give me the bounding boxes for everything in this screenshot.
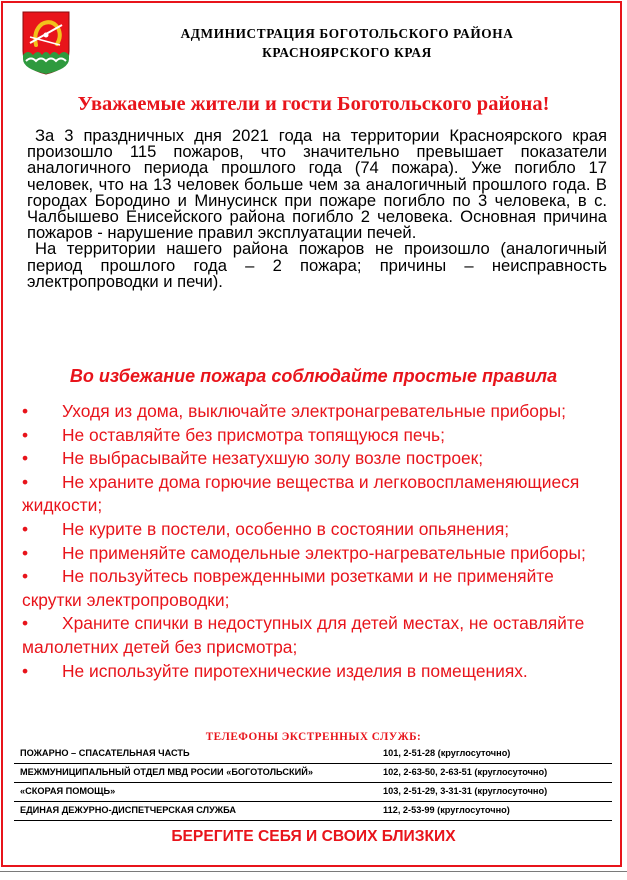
administration-header — [112, 24, 582, 62]
page-title: Уважаемые жители и гости Боготольского района! — [77, 93, 550, 115]
district-coat-of-arms-icon — [22, 11, 70, 75]
bullet-icon: • — [22, 424, 29, 445]
rule-text: Не используйте пиротехнические изделия в помещениях. — [62, 660, 528, 681]
emergency-phones-heading: ТЕЛЕФОНЫ ЭКСТРЕННЫХ СЛУЖБ: — [205, 731, 422, 743]
list-item — [22, 612, 607, 659]
rule-text: Не выбрасывайте незатухшую золу возле построек; — [62, 448, 484, 469]
table-row — [14, 802, 612, 821]
bullet-icon: • — [22, 566, 29, 587]
rule-text: Не оставляйте без присмотра топящуюся печь; — [62, 424, 445, 445]
service-numbers: 112, 2-53-99 (круглосуточно) — [383, 805, 510, 815]
rule-text: Не курите в постели, особенно в состоянии опьянения; — [62, 518, 510, 539]
body-paragraph-2: На территории нашего района пожаров не произошло (аналогичный период прошлого года – 2 пожара; причины – неисправность электропроводки и печи). — [27, 239, 607, 291]
header-line-1: АДМИНИСТРАЦИЯ БОГОТОЛЬСКОГО РАЙОНА — [180, 26, 514, 41]
footer-slogan: БЕРЕГИТЕ СЕБЯ И СВОИХ БЛИЗКИХ — [171, 828, 456, 845]
page-bottom-divider — [0, 871, 627, 872]
bullet-icon: • — [22, 401, 29, 421]
bullet-icon: • — [22, 518, 29, 539]
list-item — [22, 660, 607, 684]
list-item — [22, 518, 607, 542]
bullet-icon: • — [22, 660, 29, 681]
fire-safety-rules-list — [22, 400, 607, 683]
service-numbers: 102, 2-63-50, 2-63-51 (круглосуточно) — [383, 767, 548, 777]
table-row — [14, 745, 612, 764]
table-row — [14, 783, 612, 802]
list-item — [22, 542, 607, 566]
table-row — [14, 764, 612, 783]
rules-heading: Во избежание пожара соблюдайте простые правила — [69, 366, 558, 386]
list-item — [22, 565, 607, 612]
announcement-body — [27, 128, 607, 290]
rule-text: Не применяйте самодельные электро-нагревательные приборы; — [62, 542, 586, 563]
body-paragraph-1: За 3 праздничных дня 2021 года на территории Красноярского края произошло 115 пожаров, что значительно превышает показатели аналогичного периода прошлого года (74 пожара). Уже погибло 17 человек, что на 13 человек больше чем за аналогичный прошлого года. В городах Бородино и Минусинск при пожаре погибло по 3 человека, в с. Чалбышево Енисейского района погибло 2 человека. Основная причина пожаров - нарушение правил эксплуатации печей. — [27, 126, 607, 243]
service-name: «СКОРАЯ ПОМОЩЬ» — [20, 786, 116, 796]
emergency-phones-table — [14, 745, 612, 821]
bullet-icon: • — [22, 448, 29, 469]
service-numbers: 101, 2-51-28 (круглосуточно) — [383, 748, 511, 758]
bullet-icon: • — [22, 542, 29, 563]
service-numbers: 103, 2-51-29, 3-31-31 (круглосуточно) — [383, 786, 548, 796]
bullet-icon: • — [22, 613, 29, 634]
rule-text: Не храните дома горючие вещества и легковоспламеняющиеся жидкости; — [22, 471, 580, 516]
rule-text: Не пользуйтесь поврежденными розетками и не применяйте скрутки электропроводки; — [22, 566, 554, 610]
list-item — [22, 400, 607, 424]
service-name: ЕДИНАЯ ДЕЖУРНО-ДИСПЕТЧЕРСКАЯ СЛУЖБА — [20, 805, 236, 815]
bullet-icon: • — [22, 471, 29, 492]
list-item — [22, 471, 607, 518]
list-item — [22, 424, 607, 448]
header-line-2: КРАСНОЯРСКОГО КРАЯ — [262, 45, 432, 60]
service-name: МЕЖМУНИЦИПАЛЬНЫЙ ОТДЕЛ МВД РОСИИ «БОГОТОЛЬСКИЙ» — [20, 767, 313, 777]
rule-text: Храните спички в недоступных для детей местах, не оставляйте малолетних детей без присмотра; — [22, 613, 585, 657]
list-item — [22, 447, 607, 471]
rule-text: Уходя из дома, выключайте электронагревательные приборы; — [62, 401, 566, 421]
service-name: ПОЖАРНО – СПАСАТЕЛЬНАЯ ЧАСТЬ — [20, 748, 190, 758]
